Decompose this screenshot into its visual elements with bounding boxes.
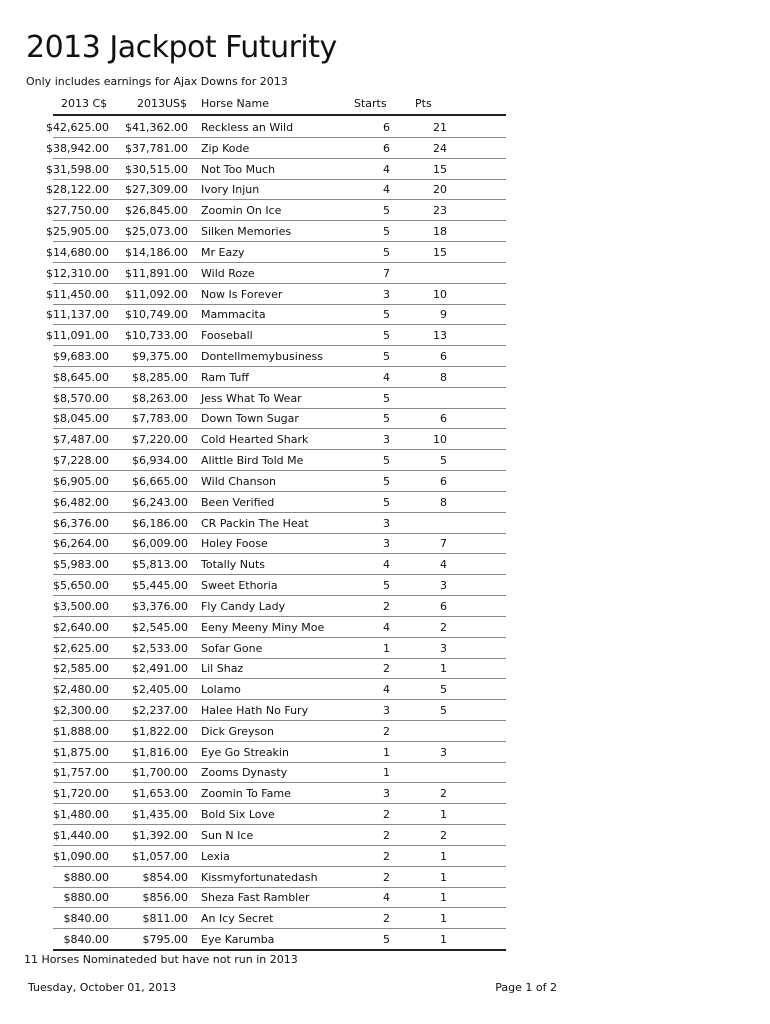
- cell-pts: 20: [433, 183, 447, 197]
- cell-starts: 2: [383, 828, 390, 842]
- cell-starts: 4: [383, 891, 390, 905]
- cell-starts: 2: [383, 724, 390, 738]
- cell-usd: $2,491.00: [132, 662, 188, 676]
- cell-pts: 15: [433, 162, 447, 176]
- cell-starts: 2: [383, 849, 390, 863]
- cell-cad: $1,440.00: [53, 828, 109, 842]
- cell-cad: $880.00: [63, 870, 109, 884]
- cell-horse-name: Wild Roze: [201, 266, 255, 280]
- cell-starts: 4: [383, 183, 390, 197]
- cell-usd: $5,813.00: [132, 558, 188, 572]
- cell-pts: 10: [433, 287, 447, 301]
- table-row: [0, 408, 770, 429]
- cell-starts: 5: [383, 308, 390, 322]
- cell-usd: $25,073.00: [125, 225, 188, 239]
- table-row: [0, 679, 770, 700]
- cell-pts: 5: [440, 454, 447, 468]
- cell-horse-name: Kissmyfortunatedash: [201, 870, 318, 884]
- cell-horse-name: Zoomin On Ice: [201, 204, 282, 218]
- cell-starts: 5: [383, 495, 390, 509]
- table-row: [0, 450, 770, 471]
- cell-horse-name: Lolamo: [201, 683, 241, 697]
- cell-horse-name: Fooseball: [201, 329, 253, 343]
- cell-cad: $1,090.00: [53, 849, 109, 863]
- cell-pts: 8: [440, 370, 447, 384]
- cell-pts: 1: [440, 870, 447, 884]
- cell-usd: $9,375.00: [132, 350, 188, 364]
- cell-starts: 7: [383, 266, 390, 280]
- cell-horse-name: An Icy Secret: [201, 912, 274, 926]
- cell-usd: $795.00: [142, 932, 188, 946]
- cell-starts: 5: [383, 454, 390, 468]
- cell-pts: 1: [440, 932, 447, 946]
- cell-usd: $6,186.00: [132, 516, 188, 530]
- cell-usd: $1,057.00: [132, 849, 188, 863]
- cell-starts: 1: [383, 745, 390, 759]
- cell-starts: 4: [383, 558, 390, 572]
- cell-pts: 18: [433, 225, 447, 239]
- cell-horse-name: Jess What To Wear: [201, 391, 302, 405]
- cell-usd: $1,392.00: [132, 828, 188, 842]
- cell-cad: $5,650.00: [53, 579, 109, 593]
- cell-starts: 6: [383, 121, 390, 134]
- cell-horse-name: Bold Six Love: [201, 808, 275, 822]
- cell-starts: 5: [383, 932, 390, 946]
- cell-pts: 2: [440, 787, 447, 801]
- cell-cad: $38,942.00: [46, 141, 109, 155]
- cell-usd: $2,545.00: [132, 620, 188, 634]
- cell-pts: 3: [440, 579, 447, 593]
- cell-starts: 5: [383, 225, 390, 239]
- cell-horse-name: Lil Shaz: [201, 662, 244, 676]
- cell-cad: $6,905.00: [53, 474, 109, 488]
- cell-horse-name: Lexia: [201, 849, 230, 863]
- header-horse-name: Horse Name: [201, 97, 269, 110]
- cell-horse-name: Sofar Gone: [201, 641, 263, 655]
- cell-cad: $1,888.00: [53, 724, 109, 738]
- cell-starts: 5: [383, 329, 390, 343]
- cell-pts: 23: [433, 204, 447, 218]
- cell-pts: 5: [440, 683, 447, 697]
- cell-cad: $2,480.00: [53, 683, 109, 697]
- cell-usd: $8,285.00: [132, 370, 188, 384]
- table-row: [0, 596, 770, 617]
- page-subtitle: Only includes earnings for Ajax Downs for 2013: [26, 75, 288, 88]
- cell-cad: $11,137.00: [46, 308, 109, 322]
- header-cad: 2013 C$: [61, 97, 108, 110]
- cell-usd: $5,445.00: [132, 579, 188, 593]
- cell-usd: $30,515.00: [125, 162, 188, 176]
- table-row: [0, 617, 770, 638]
- cell-horse-name: Ivory Injun: [201, 183, 260, 197]
- cell-usd: $6,934.00: [132, 454, 188, 468]
- cell-starts: 3: [383, 703, 390, 717]
- table-row: [0, 284, 770, 305]
- cell-pts: 6: [440, 412, 447, 426]
- cell-cad: $1,757.00: [53, 766, 109, 780]
- cell-usd: $6,665.00: [132, 474, 188, 488]
- cell-usd: $3,376.00: [132, 599, 188, 613]
- header-pts: Pts: [415, 97, 432, 110]
- cell-horse-name: Wild Chanson: [201, 474, 277, 488]
- cell-starts: 3: [383, 433, 390, 447]
- cell-horse-name: Eye Go Streakin: [201, 745, 289, 759]
- table-row: [0, 783, 770, 804]
- cell-starts: 3: [383, 516, 390, 530]
- cell-cad: $1,480.00: [53, 808, 109, 822]
- table-row: [0, 263, 770, 284]
- cell-cad: $12,310.00: [46, 266, 109, 280]
- table-row: [0, 221, 770, 242]
- cell-horse-name: Zooms Dynasty: [201, 766, 288, 780]
- cell-usd: $10,733.00: [125, 329, 188, 343]
- table-row: [0, 762, 770, 783]
- cell-starts: 5: [383, 391, 390, 405]
- cell-usd: $2,533.00: [132, 641, 188, 655]
- cell-pts: 13: [433, 329, 447, 343]
- cell-starts: 2: [383, 912, 390, 926]
- table-row: [0, 846, 770, 867]
- cell-pts: 7: [440, 537, 447, 551]
- cell-starts: 3: [383, 287, 390, 301]
- cell-horse-name: Down Town Sugar: [201, 412, 299, 426]
- cell-cad: $8,570.00: [53, 391, 109, 405]
- cell-horse-name: Holey Foose: [201, 537, 268, 551]
- cell-cad: $5,983.00: [53, 558, 109, 572]
- cell-pts: 24: [433, 141, 447, 155]
- table-row: [0, 117, 770, 138]
- cell-usd: $1,700.00: [132, 766, 188, 780]
- table-row: [0, 304, 770, 325]
- cell-usd: $856.00: [142, 891, 188, 905]
- table-row: [0, 804, 770, 825]
- cell-cad: $840.00: [63, 912, 109, 926]
- cell-horse-name: Fly Candy Lady: [201, 599, 286, 613]
- cell-horse-name: Mammacita: [201, 308, 266, 322]
- cell-pts: 3: [440, 641, 447, 655]
- cell-cad: $3,500.00: [53, 599, 109, 613]
- cell-pts: 15: [433, 245, 447, 259]
- cell-usd: $6,009.00: [132, 537, 188, 551]
- cell-pts: 10: [433, 433, 447, 447]
- cell-pts: 4: [440, 558, 447, 572]
- cell-cad: $8,045.00: [53, 412, 109, 426]
- table-row: [0, 138, 770, 159]
- cell-cad: $6,376.00: [53, 516, 109, 530]
- cell-pts: 8: [440, 495, 447, 509]
- table-row: [0, 367, 770, 388]
- cell-horse-name: Reckless an Wild: [201, 121, 294, 134]
- cell-cad: $1,720.00: [53, 787, 109, 801]
- cell-starts: 4: [383, 162, 390, 176]
- cell-cad: $2,640.00: [53, 620, 109, 634]
- cell-usd: $37,781.00: [125, 141, 188, 155]
- cell-pts: 1: [440, 891, 447, 905]
- table-row: [0, 513, 770, 534]
- cell-cad: $2,625.00: [53, 641, 109, 655]
- cell-starts: 4: [383, 620, 390, 634]
- cell-pts: 1: [440, 849, 447, 863]
- cell-cad: $28,122.00: [46, 183, 109, 197]
- table-row: [0, 700, 770, 721]
- cell-starts: 5: [383, 204, 390, 218]
- cell-cad: $880.00: [63, 891, 109, 905]
- cell-horse-name: Sun N Ice: [201, 828, 254, 842]
- cell-starts: 3: [383, 787, 390, 801]
- cell-horse-name: Alittle Bird Told Me: [201, 454, 304, 468]
- cell-usd: $1,822.00: [132, 724, 188, 738]
- cell-horse-name: Dontellmemybusiness: [201, 350, 324, 364]
- row-divider: [53, 949, 506, 951]
- table-row: [0, 242, 770, 263]
- header-divider: [53, 114, 506, 116]
- cell-cad: $42,625.00: [46, 121, 109, 134]
- cell-cad: $31,598.00: [46, 162, 109, 176]
- cell-cad: $2,585.00: [53, 662, 109, 676]
- cell-usd: $41,362.00: [125, 121, 188, 134]
- cell-cad: $11,450.00: [46, 287, 109, 301]
- cell-cad: $1,875.00: [53, 745, 109, 759]
- table-row: [0, 533, 770, 554]
- cell-horse-name: Mr Eazy: [201, 245, 245, 259]
- table-row: [0, 575, 770, 596]
- cell-starts: 3: [383, 537, 390, 551]
- cell-starts: 2: [383, 808, 390, 822]
- cell-horse-name: Eye Karumba: [201, 932, 275, 946]
- table-row: [0, 742, 770, 763]
- table-row: [0, 721, 770, 742]
- cell-cad: $7,487.00: [53, 433, 109, 447]
- table-row: [0, 825, 770, 846]
- table-row: [0, 179, 770, 200]
- cell-usd: $1,435.00: [132, 808, 188, 822]
- cell-starts: 5: [383, 474, 390, 488]
- cell-usd: $14,186.00: [125, 245, 188, 259]
- table-row: [0, 867, 770, 888]
- table-row: [0, 658, 770, 679]
- cell-starts: 1: [383, 766, 390, 780]
- cell-usd: $6,243.00: [132, 495, 188, 509]
- cell-pts: 21: [433, 121, 447, 134]
- cell-starts: 2: [383, 870, 390, 884]
- cell-cad: $11,091.00: [46, 329, 109, 343]
- cell-cad: $27,750.00: [46, 204, 109, 218]
- cell-usd: $2,405.00: [132, 683, 188, 697]
- cell-cad: $7,228.00: [53, 454, 109, 468]
- cell-horse-name: Dick Greyson: [201, 724, 274, 738]
- cell-horse-name: Ram Tuff: [201, 370, 249, 384]
- table-row: [0, 471, 770, 492]
- cell-cad: $6,482.00: [53, 495, 109, 509]
- cell-pts: 3: [440, 745, 447, 759]
- cell-cad: $14,680.00: [46, 245, 109, 259]
- cell-pts: 2: [440, 828, 447, 842]
- cell-cad: $9,683.00: [53, 350, 109, 364]
- cell-starts: 1: [383, 641, 390, 655]
- cell-horse-name: Now Is Forever: [201, 287, 283, 301]
- cell-usd: $1,816.00: [132, 745, 188, 759]
- cell-starts: 2: [383, 599, 390, 613]
- cell-usd: $10,749.00: [125, 308, 188, 322]
- footnote: 11 Horses Nominateded but have not run in 2013: [24, 953, 298, 966]
- table-row: [0, 388, 770, 409]
- cell-starts: 5: [383, 350, 390, 364]
- cell-starts: 5: [383, 412, 390, 426]
- cell-usd: $2,237.00: [132, 703, 188, 717]
- cell-horse-name: Not Too Much: [201, 162, 276, 176]
- cell-cad: $2,300.00: [53, 703, 109, 717]
- table-row: [0, 159, 770, 180]
- page-number: Page 1 of 2: [495, 981, 557, 994]
- cell-horse-name: Cold Hearted Shark: [201, 433, 309, 447]
- cell-usd: $854.00: [142, 870, 188, 884]
- cell-horse-name: Zip Kode: [201, 141, 250, 155]
- cell-horse-name: CR Packin The Heat: [201, 516, 309, 530]
- cell-horse-name: Eeny Meeny Miny Moe: [201, 620, 325, 634]
- cell-usd: $11,092.00: [125, 287, 188, 301]
- table-row: [0, 929, 770, 950]
- cell-horse-name: Zoomin To Fame: [201, 787, 291, 801]
- cell-starts: 4: [383, 683, 390, 697]
- cell-starts: 4: [383, 370, 390, 384]
- cell-horse-name: Halee Hath No Fury: [201, 703, 309, 717]
- cell-starts: 5: [383, 245, 390, 259]
- table-row: [0, 492, 770, 513]
- cell-usd: $27,309.00: [125, 183, 188, 197]
- cell-horse-name: Silken Memories: [201, 225, 292, 239]
- cell-starts: 2: [383, 662, 390, 676]
- cell-usd: $7,783.00: [132, 412, 188, 426]
- cell-horse-name: Totally Nuts: [201, 558, 265, 572]
- cell-pts: 6: [440, 474, 447, 488]
- cell-usd: $26,845.00: [125, 204, 188, 218]
- cell-pts: 1: [440, 912, 447, 926]
- table-row: [0, 554, 770, 575]
- cell-pts: 1: [440, 662, 447, 676]
- cell-horse-name: Been Verified: [201, 495, 275, 509]
- cell-pts: 9: [440, 308, 447, 322]
- footer-date: Tuesday, October 01, 2013: [28, 981, 177, 994]
- cell-cad: $840.00: [63, 932, 109, 946]
- cell-starts: 5: [383, 579, 390, 593]
- cell-pts: 6: [440, 350, 447, 364]
- table-row: [0, 200, 770, 221]
- cell-pts: 1: [440, 808, 447, 822]
- cell-cad: $8,645.00: [53, 370, 109, 384]
- table-row: [0, 346, 770, 367]
- cell-horse-name: Sheza Fast Rambler: [201, 891, 310, 905]
- cell-cad: $25,905.00: [46, 225, 109, 239]
- table-row: [0, 908, 770, 929]
- cell-usd: $7,220.00: [132, 433, 188, 447]
- cell-usd: $811.00: [142, 912, 188, 926]
- cell-usd: $11,891.00: [125, 266, 188, 280]
- cell-pts: 5: [440, 703, 447, 717]
- cell-pts: 6: [440, 599, 447, 613]
- table-row: [0, 887, 770, 908]
- cell-usd: $1,653.00: [132, 787, 188, 801]
- cell-horse-name: Sweet Ethoria: [201, 579, 278, 593]
- cell-pts: 2: [440, 620, 447, 634]
- table-row: [0, 638, 770, 659]
- cell-cad: $6,264.00: [53, 537, 109, 551]
- header-usd: 2013US$: [137, 97, 188, 110]
- header-starts: Starts: [354, 97, 387, 110]
- page-title: 2013 Jackpot Futurity: [26, 30, 337, 65]
- cell-starts: 6: [383, 141, 390, 155]
- table-row: [0, 325, 770, 346]
- cell-usd: $8,263.00: [132, 391, 188, 405]
- table-row: [0, 429, 770, 450]
